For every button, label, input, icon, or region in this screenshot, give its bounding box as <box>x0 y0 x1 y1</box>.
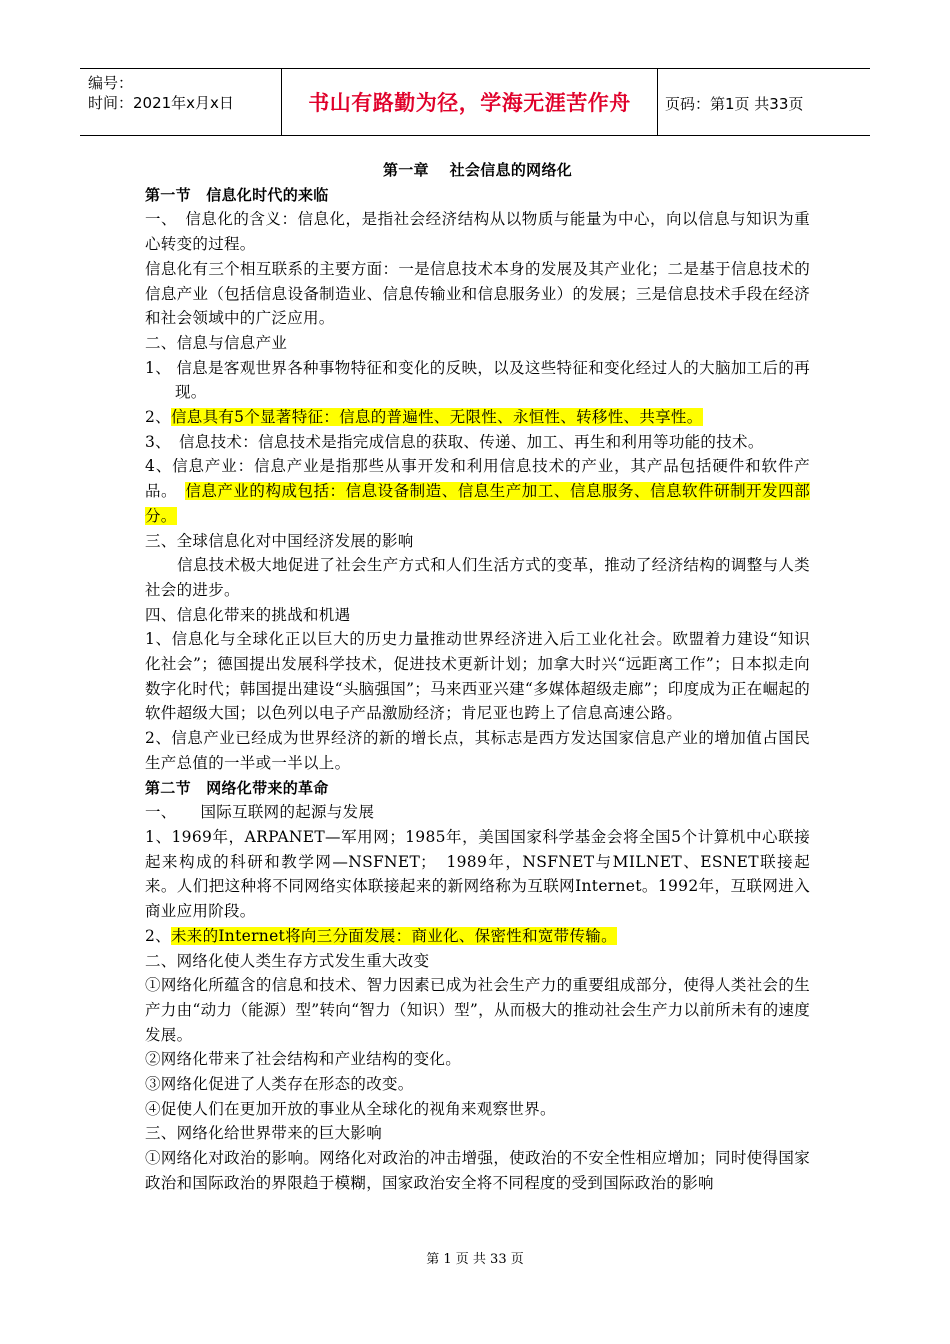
subheading: 二、网络化使人类生存方式发生重大改变 <box>145 951 430 970</box>
highlighted-text: 信息具有5个显著特征：信息的普遍性、无限性、永恒性、转移性、共享性。 <box>170 408 703 427</box>
list-marker: 2、 <box>145 408 171 427</box>
list-marker: 2、 <box>145 926 171 945</box>
list-item <box>145 405 810 430</box>
paragraph: 2、信息产业已经成为世界经济的新的增长点，其标志是西方发达国家信息产业的增加值占国民生产总值的一半或一半以上。 <box>145 729 810 772</box>
document-number-label: 编号： <box>88 74 134 92</box>
list-item: 3、 信息技术：信息技术是指完成信息的获取、传递、加工、再生和利用等功能的技术。 <box>145 432 764 451</box>
document-body <box>145 158 810 1196</box>
subheading: 三、全球信息化对中国经济发展的影响 <box>145 531 414 550</box>
paragraph: 一、 信息化的含义：信息化，是指社会经济结构从以物质与能量为中心，向以信息与知识为重心转变的过程。 <box>145 210 810 254</box>
chapter-title: 第一章 社会信息的网络化 <box>382 161 573 179</box>
list-item: ③网络化促进了人类存在形态的改变。 <box>145 1075 414 1094</box>
header-meta <box>88 73 234 113</box>
paragraph: 信息技术极大地促进了社会生产方式和人们生活方式的变革，推动了经济结构的调整与人类社会的进步。 <box>145 556 810 599</box>
list-item: 1、 信息是客观世界各种事物特征和变化的反映，以及这些特征和变化经过人的大脑加工后的再现。 <box>145 358 810 402</box>
paragraph: ①网络化对政治的影响。网络化对政治的冲击增强，使政治的不安全性相应增加；同时使得国家政治和国际政治的界限趋于模糊，国家政治安全将不同程度的受到国际政治的影响 <box>145 1149 810 1192</box>
header-motto: 书山有路勤为径，学海无涯苦作舟 <box>308 91 631 115</box>
paragraph: ①网络化所蕴含的信息和技术、智力因素已成为社会生产力的重要组成部分，使得人类社会的生产力由“动力（能源）型”转向“智力（知识）型”，从而极大的推动社会生产力以前所未有的速度发展。 <box>145 976 810 1044</box>
paragraph: 1、1969年，ARPANET—军用网；1985年，美国国家科学基金会将全国5个计算机中心联接起来构成的科研和教学网—NSFNET； 1989年，NSFNET与MILNET、ESNET联接起来。人们把这种将不同网络实体联接起来的新网络称为互联网Internet。1992年，互联网进入商业应用阶段。 <box>145 827 810 921</box>
list-item <box>145 454 810 528</box>
header-divider <box>657 69 658 135</box>
paragraph: 信息化有三个相互联系的主要方面：一是信息技术本身的发展及其产业化；二是基于信息技术的信息产业（包括信息设备制造业、信息传输业和信息服务业）的发展；三是信息技术手段在经济和社会领域中的广泛应用。 <box>145 259 810 328</box>
list-item <box>145 924 810 949</box>
paragraph: 1、信息化与全球化正以巨大的历史力量推动世界经济进入后工业化社会。欧盟着力建设“知识化社会”；德国提出发展科学技术，促进技术更新计划；加拿大时兴“远距离工作”；日本拟走向数字化时代；韩国提出建设“头脑强国”；马来西亚兴建“多媒体超级走廊”；印度成为正在崛起的软件超级大国；以色列以电子产品激励经济；肯尼亚也跨上了信息高速公路。 <box>145 630 810 723</box>
subheading: 四、信息化带来的挑战和机遇 <box>145 605 351 624</box>
highlighted-text: 未来的Internet将向三分面发展：商业化、保密性和宽带传输。 <box>170 926 617 945</box>
section-title: 第二节 网络化带来的革命 <box>145 778 329 797</box>
list-item: ②网络化带来了社会结构和产业结构的变化。 <box>145 1050 462 1069</box>
page-footer: 第 1 页 共 33 页 <box>426 1252 524 1267</box>
subheading: 一、 国际互联网的起源与发展 <box>145 803 375 822</box>
list-item: ④促使人们在更加开放的事业从全球化的视角来观察世界。 <box>145 1099 556 1118</box>
document-date: 时间：2021年x月x日 <box>88 94 234 112</box>
list-text: 4、信息产业：信息产业是指那些从事开发和利用信息技术的产业，其产品包括硬件和软件产品。 <box>145 457 810 501</box>
highlighted-text: 信息产业的构成包括：信息设备制造、信息生产加工、信息服务、信息软件研制开发四部分。 <box>145 482 811 525</box>
page-header <box>80 68 870 136</box>
header-page-info: 页码：第1页 共33页 <box>665 95 804 113</box>
subheading: 三、网络化给世界带来的巨大影响 <box>145 1124 383 1143</box>
section-title: 第一节 信息化时代的来临 <box>145 185 329 204</box>
subheading: 二、信息与信息产业 <box>145 333 288 352</box>
